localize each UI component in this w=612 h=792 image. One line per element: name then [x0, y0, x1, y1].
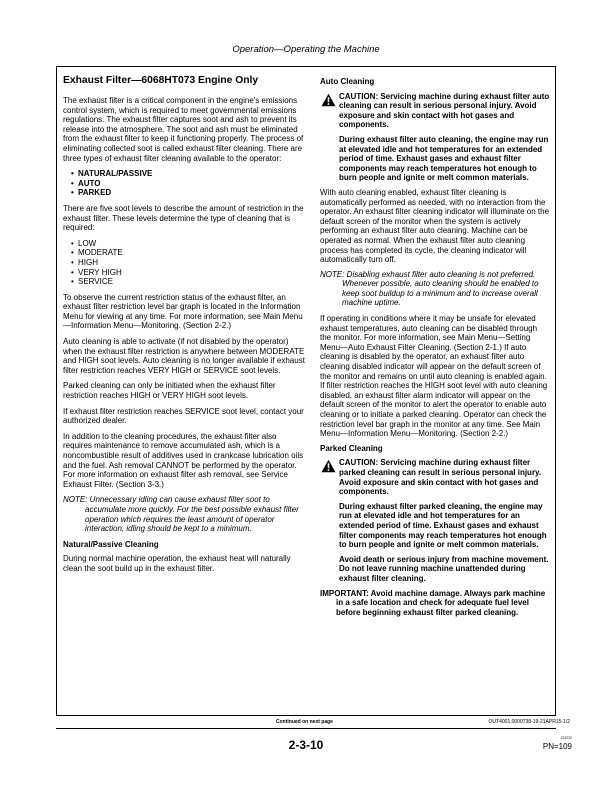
natural-cleaning-paragraph: During normal machine operation, the exhaust heat will naturally clean the soot build up in the exhaust filter.: [63, 554, 291, 573]
disable-auto-cleaning-paragraph: If operating in conditions where it may be unsafe for elevated exhaust temperatures, auto cleaning can be disabled through the monitor. For more information, see Main Menu—Setting Menu—Auto Exhaust Filter Cleaning. (Section 2-1.) If auto cleaning is disabled by the operator, an exhaust filter auto cleaning disabled indicator will appear on the default screen of the monitor and remains on until auto cleaning is enabled again. If filter restriction reaches the HIGH soot level with auto cleaning disabled, an exhaust filter alarm indicator will appear on the default screen of the monitor to alert the operator to enable auto cleaning or to initiate a parked cleaning. Operator can check the restriction level bar graph in the monitor at any time. See Main Menu—Information Menu—Monitoring. (Section 2-2.): [320, 314, 548, 439]
small-code: 122222: [560, 736, 572, 740]
list-item: • NATURAL/PASSIVE: [71, 169, 305, 179]
right-column: [320, 77, 550, 622]
caution-text: CAUTION: Servicing machine during exhaust filter parked cleaning can result in serious personal injury. Avoid exposure and skin contact with hot gases and components.: [339, 458, 542, 497]
list-item: • VERY HIGH: [71, 268, 305, 278]
list-item: • HIGH: [71, 258, 305, 268]
list-item: • SERVICE: [71, 277, 305, 287]
document-code: OUT4001,0000738-19-21APR15-1/2: [488, 719, 570, 725]
caution-text: Avoid death or serious injury from machine movement. Do not leave running machine unattended during exhaust filter cleaning.: [339, 554, 549, 583]
caution-text: CAUTION: Servicing machine during exhaust filter auto cleaning can result in serious personal injury. Avoid exposure and skin contact with hot gases and components.: [339, 91, 550, 130]
intro-paragraph: The exhaust filter is a critical component in the engine's emissions control system, which is required to meet governmental emissions regulations. The exhaust filter captures soot and ash to prevent its release into the atmosphere. The soot and ash must be eliminated from the exhaust filter to keep it functioning properly. The process of eliminating collected soot is called exhaust filter cleaning. There are three types of exhaust filter cleaning available to the operator:: [63, 96, 304, 163]
disable-auto-cleaning-note: NOTE: Disabling exhaust filter auto cleaning is not preferred. Whenever possible, auto cleaning should be enabled to keep soot buildup to a minimum and to increase overall machine uptime.: [320, 269, 539, 308]
section-title: Exhaust Filter—6068HT073 Engine Only: [63, 75, 259, 86]
ash-maintenance-paragraph: In addition to the cleaning procedures, the exhaust filter also requires maintenance to remove accumulated ash, which is a noncombustible result of additives used in crankcase lubrication oils and the fuel. Ash removal CANNOT be performed by the operator. For more information on exhaust filter ash removal, see Service Exhaust Filter. (Section 3-3.): [63, 431, 304, 489]
auto-cleaning-heading: Auto Cleaning: [320, 77, 375, 86]
page-number: 2-3-10: [288, 738, 324, 752]
auto-cleaning-paragraph: With auto cleaning enabled, exhaust filter cleaning is automatically performed as needed, with no interaction from the operator. An exhaust filter cleaning indicator will illuminate on the default screen of the monitor when the system is actively performing an exhaust filter auto cleaning. Machine can be operated as normal. When the exhaust filter auto cleaning process has completed its cycle, the cleaning indicator will automatically turn off.: [320, 187, 550, 265]
list-item: • PARKED: [71, 188, 305, 198]
continued-notice: Continued on next page: [276, 719, 333, 725]
important-notice: IMPORTANT: Avoid machine damage. Always park machine in a safe location and check for adequate fuel level before beginning exhaust filter parked cleaning.: [320, 588, 546, 617]
auto-cleaning-caution: [320, 92, 550, 183]
parked-cleaning-availability-paragraph: Parked cleaning can only be initiated when the exhaust filter restriction reaches HIGH or VERY HIGH soot levels.: [63, 381, 276, 401]
warning-triangle-icon: [321, 459, 336, 473]
footer-divider: [56, 728, 556, 729]
pn-number: PN=109: [542, 742, 572, 751]
natural-cleaning-heading: Natural/Passive Cleaning: [63, 539, 159, 549]
restriction-status-paragraph: To observe the current restriction status of the exhaust filter, an exhaust filter restriction level bar graph is located in the Information Menu for viewing at any time. For more information, see Main Menu—Information Menu—Monitoring. (Section 2-2.): [63, 292, 303, 331]
list-item: • LOW: [71, 239, 305, 249]
list-item: • AUTO: [71, 179, 305, 189]
soot-levels-list: [63, 239, 305, 287]
list-item: • MODERATE: [71, 248, 305, 258]
running-header: Operation—Operating the Machine: [232, 44, 380, 55]
parked-cleaning-caution: [320, 458, 550, 583]
left-column: [63, 75, 305, 580]
idling-note: NOTE: Unnecessary idling can cause exhaust filter soot to accumulate more quickly. For the best possible exhaust filter operation which requires the least amount of operator interaction, idling should be kept to a minimum.: [63, 495, 299, 534]
parked-cleaning-heading: Parked Cleaning: [320, 443, 383, 453]
cleaning-types-list: [63, 169, 305, 198]
service-level-paragraph: If exhaust filter restriction reaches SERVICE soot level, contact your authorized dealer.: [63, 406, 304, 426]
auto-cleaning-availability-paragraph: Auto cleaning is able to activate (if not disabled by the operator) when the exhaust filter restriction is anywhere between MODERATE and HIGH soot levels. Auto cleaning is no longer available if exhaust filter restriction reaches VERY HIGH or SERVICE soot levels.: [63, 337, 305, 375]
caution-text: During exhaust filter auto cleaning, the engine may run at elevated idle and hot temperatures for an extended period of time. Exhaust gases and exhaust filter components may reach temperatures hot enough to burn people and ignite or melt common materials.: [339, 134, 549, 183]
soot-levels-paragraph: There are five soot levels to describe the amount of restriction in the exhaust filter. These levels determine the type of cleaning that is required:: [63, 203, 304, 233]
warning-triangle-icon: [321, 93, 336, 107]
caution-text: During exhaust filter parked cleaning, the engine may run at elevated idle and hot temperatures for an extended period of time. Exhaust gases and exhaust filter components may reach temperatures hot enough to burn people and ignite or melt common materials.: [339, 501, 547, 550]
